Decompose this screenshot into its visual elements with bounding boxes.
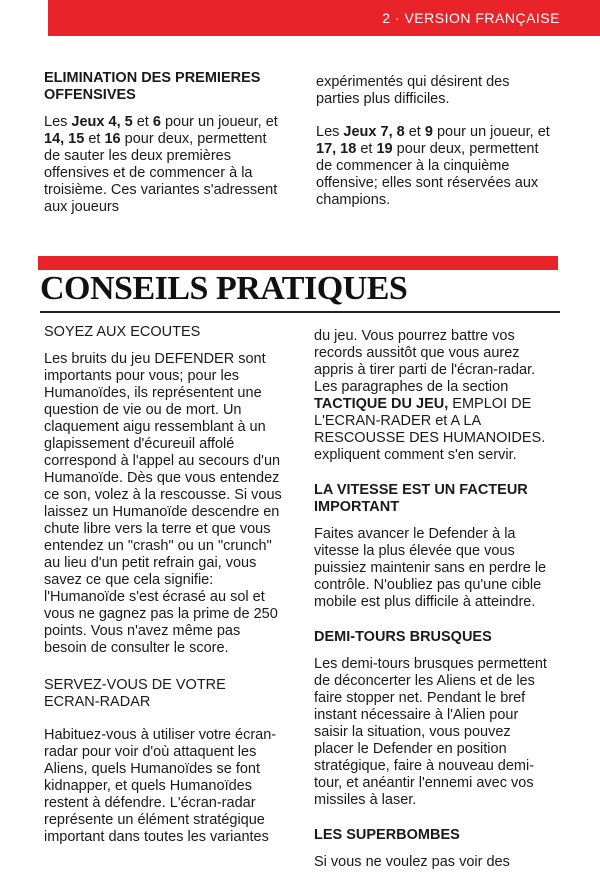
main-left-column bbox=[44, 324, 284, 862]
paragraph-ecoutes: Les bruits du jeu DEFENDER sont importants pour vous; pour les Humanoïdes, ils représentent une question de vie ou de mort. Un claquement aigu ressemblant à un glapissement d'écureuil affolé correspond à l'appel au secours d'un Humanoïde. Dès que vous entendez ce son, volez à la rescousse. Si vous laissez un Humanoïde descendre en chute libre vers la terre et que vous entendez un "crash" ou un "crunch" au lieu d'un petit refrain gai, vous savez ce que cela signifie: l'Humanoïde s'est écrasé au sol et vous ne gagnez pas la prime de 250 points. Vous n'avez même pas besoin de consulter le score. bbox=[44, 351, 282, 656]
paragraph-ecran-radar: Habituez-vous à utiliser votre écran-radar pour voir d'où attaquent les Aliens, quels Humanoïdes se font kidnapper, et quels Humanoïdes restent à défendre. L'écran-radar représente un élément stratégique important dans toutes les variantes bbox=[44, 727, 277, 845]
section-title-rule bbox=[40, 311, 560, 313]
paragraph-elimination-1: Les Jeux 4, 5 et 6 pour un joueur, et 14, 15 et 16 pour deux, permettent de sauter les deux premières offensives et de commencer à la troisième. Ces variantes s'adressent aux joueurs bbox=[44, 114, 278, 215]
heading-demi-tours: DEMI-TOURS BRUSQUES bbox=[314, 629, 492, 645]
top-left-column bbox=[44, 70, 284, 232]
section-title: CONSEILS PRATIQUES bbox=[40, 270, 408, 307]
section-red-band bbox=[38, 256, 558, 270]
heading-elimination: ELIMINATION DES PREMIERES OFFENSIVES bbox=[44, 70, 261, 103]
header-label: 2 · VERSION FRANÇAISE bbox=[382, 10, 560, 26]
paragraph-superbombes: Si vous ne voulez pas voir des bbox=[314, 854, 510, 870]
heading-ecran-radar: SERVEZ-VOUS DE VOTRE ECRAN-RADAR bbox=[44, 677, 226, 710]
paragraph-vitesse: Faites avancer le Defender à la vitesse la plus élevée que vous puissiez maintenir sans en perdre le contrôle. N'oubliez pas qu'une cible mobile est plus difficile à atteindre. bbox=[314, 526, 547, 610]
top-right-column bbox=[316, 74, 556, 225]
heading-ecoutes: SOYEZ AUX ECOUTES bbox=[44, 324, 201, 340]
header-bar bbox=[48, 0, 600, 36]
heading-superbombes: LES SUPERBOMBES bbox=[314, 827, 460, 843]
paragraph-elimination-3: Les Jeux 7, 8 et 9 pour un joueur, et 17, 18 et 19 pour deux, permettent de commencer à la cinquième offensive; elles sont réservées aux champions. bbox=[316, 124, 550, 208]
main-right-column bbox=[314, 328, 554, 887]
heading-vitesse: LA VITESSE EST UN FACTEUR IMPORTANT bbox=[314, 482, 528, 515]
paragraph-demi-tours: Les demi-tours brusques permettent de déconcerter les Aliens et de les faire stopper net. Pendant le bref instant nécessaire à l'Alien pour saisir la situation, vous pouvez placer le Defender en position stratégique, faire à nouveau demi-tour, et anéantir l'ennemi avec vos missiles à laser. bbox=[314, 656, 547, 808]
paragraph-elimination-2: expérimentés qui désirent des parties plus difficiles. bbox=[316, 74, 510, 107]
paragraph-radar-continued: du jeu. Vous pourrez battre vos records aussitôt que vous aurez appris à tirer parti de l'écran-radar. Les paragraphes de la section TACTIQUE DU JEU, EMPLOI DE L'ECRAN-RADER et A LA RESCOUSSE DES HUMANOIDES. expliquent comment s'en servir. bbox=[314, 328, 546, 463]
